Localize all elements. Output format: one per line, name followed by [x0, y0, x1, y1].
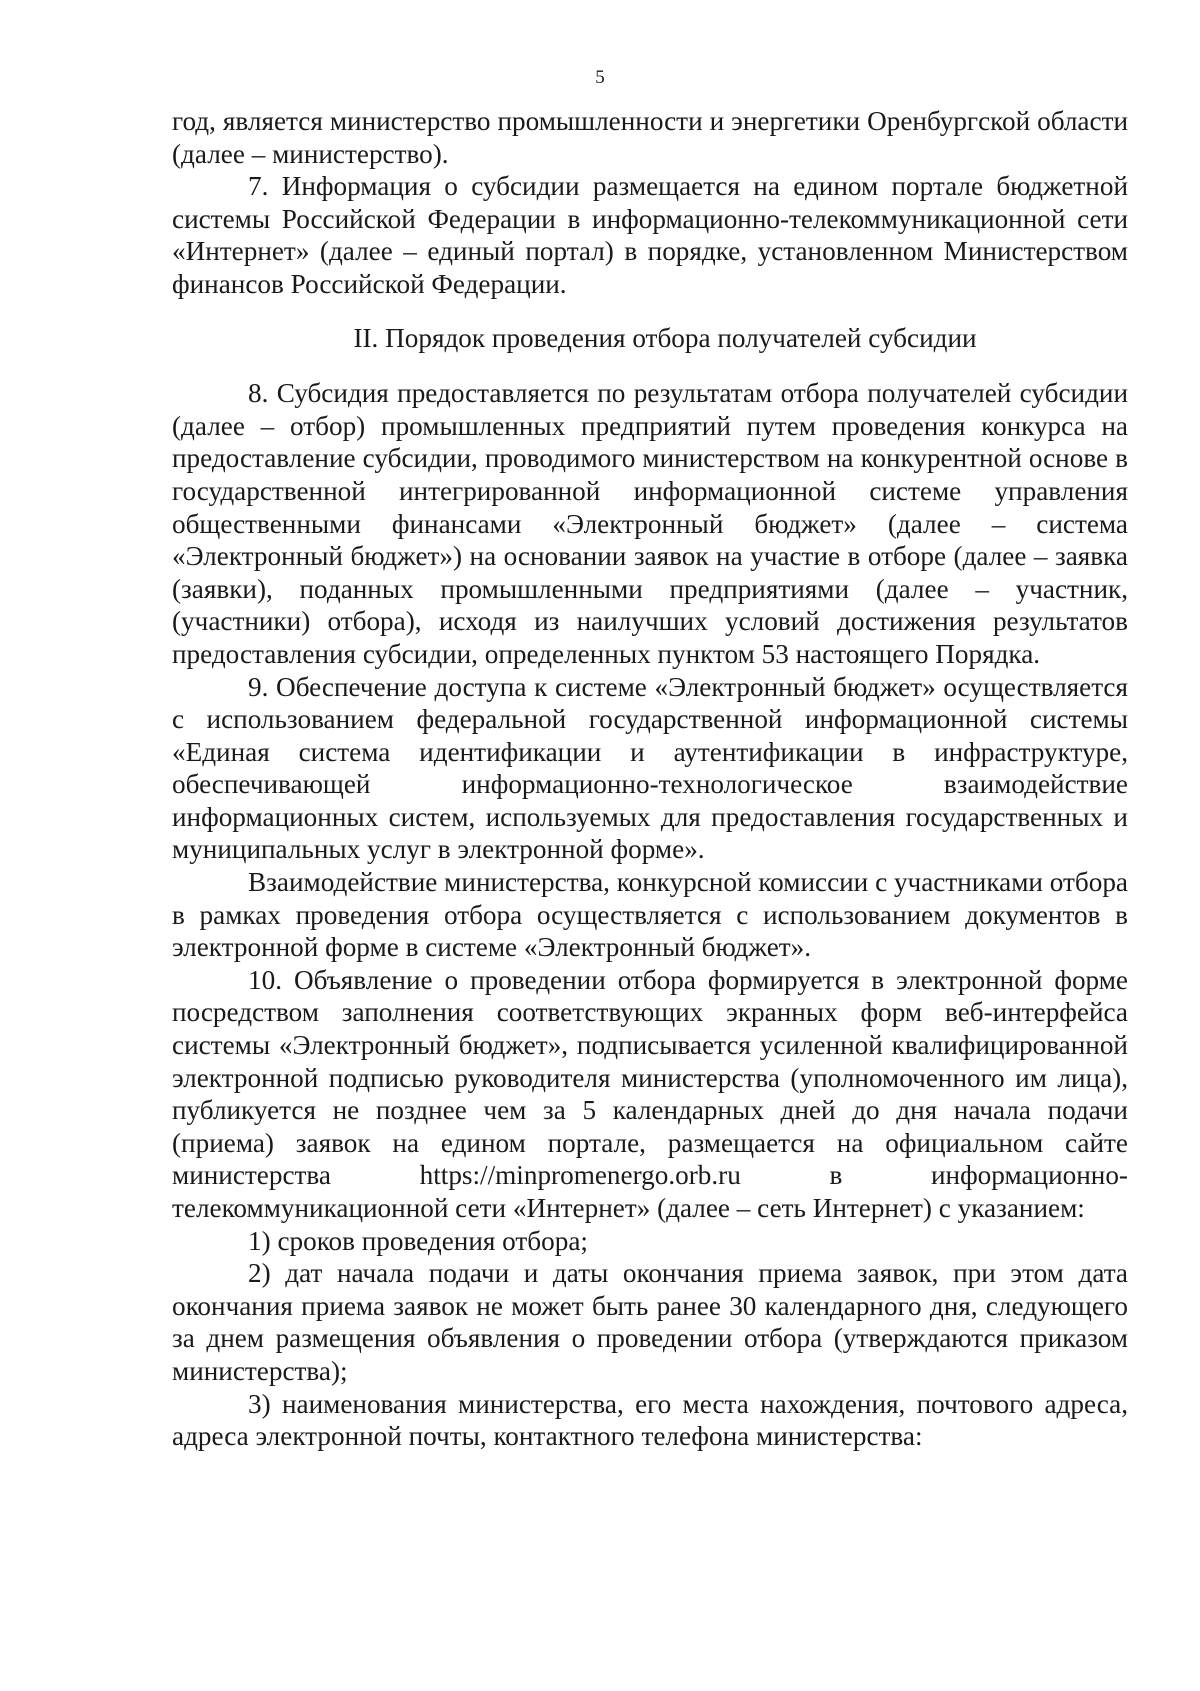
- paragraph-continuation: год, является министерство промышленности и энергетики Оренбургской области (далее – министерство).: [172, 106, 1128, 169]
- list-item-1: 1) сроков проведения отбора;: [248, 1225, 588, 1256]
- document-body: [172, 105, 1128, 1453]
- section-heading: II. Порядок проведения отбора получателей субсидии: [353, 322, 977, 353]
- list-item-2: 2) дат начала подачи и даты окончания приема заявок, при этом дата окончания приема заявок не может быть ранее 30 календарного дня, следующего за днем размещения объявления о проведении отбора (утверждаются приказом министерства);: [172, 1258, 1128, 1386]
- paragraph-item-7: 7. Информация о субсидии размещается на едином портале бюджетной системы Российской Федерации в информационно-телекоммуникационной сети «Интернет» (далее – единый портал) в порядке, установленном Министерством финансов Российской Федерации.: [172, 171, 1128, 299]
- list-item-3: 3) наименования министерства, его места нахождения, почтового адреса, адреса электронной почты, контактного телефона министерства:: [172, 1388, 1128, 1452]
- paragraph-interaction: Взаимодействие министерства, конкурсной комиссии с участниками отбора в рамках проведения отбора осуществляется с использованием документов в электронной форме в системе «Электронный бюджет».: [172, 867, 1128, 963]
- paragraph-item-8: 8. Субсидия предоставляется по результатам отбора получателей субсидии (далее – отбор) промышленных предприятий путем проведения конкурса на предоставление субсидии, проводимого министерством на конкурентной основе в государственной интегрированной информационной системе управления общественными финансами «Электронный бюджет» (далее – система «Электронный бюджет») на основании заявок на участие в отборе (далее – заявка (заявки), поданных промышленными предприятиями (далее – участник, (участники) отбора), исходя из наилучших условий достижения результатов предоставления субсидии, определенных пунктом 53 настоящего Порядка.: [172, 378, 1128, 669]
- page-number: 5: [595, 67, 605, 88]
- paragraph-item-9: 9. Обеспечение доступа к системе «Электронный бюджет» осуществляется с использованием федеральной государственной информационной системы «Единая система идентификации и аутентификации в инфраструктуре, обеспечивающей информационно-технологическое взаимодействие информационных систем, используемых для предоставления государственных и муниципальных услуг в электронной форме».: [172, 671, 1128, 865]
- paragraph-item-10: 10. Объявление о проведении отбора формируется в электронной форме посредством заполнения соответствующих экранных форм веб-интерфейса системы «Электронный бюджет», подписывается усиленной квалифицированной электронной подписью руководителя министерства (уполномоченного им лица), публикуется не позднее чем за 5 календарных дней до дня начала подачи (приема) заявок на едином портале, размещается на официальном сайте министерства https://minpromenergo.orb.ru в информационно-телекоммуникационной сети «Интернет» (далее – сеть Интернет) с указанием:: [172, 964, 1128, 1223]
